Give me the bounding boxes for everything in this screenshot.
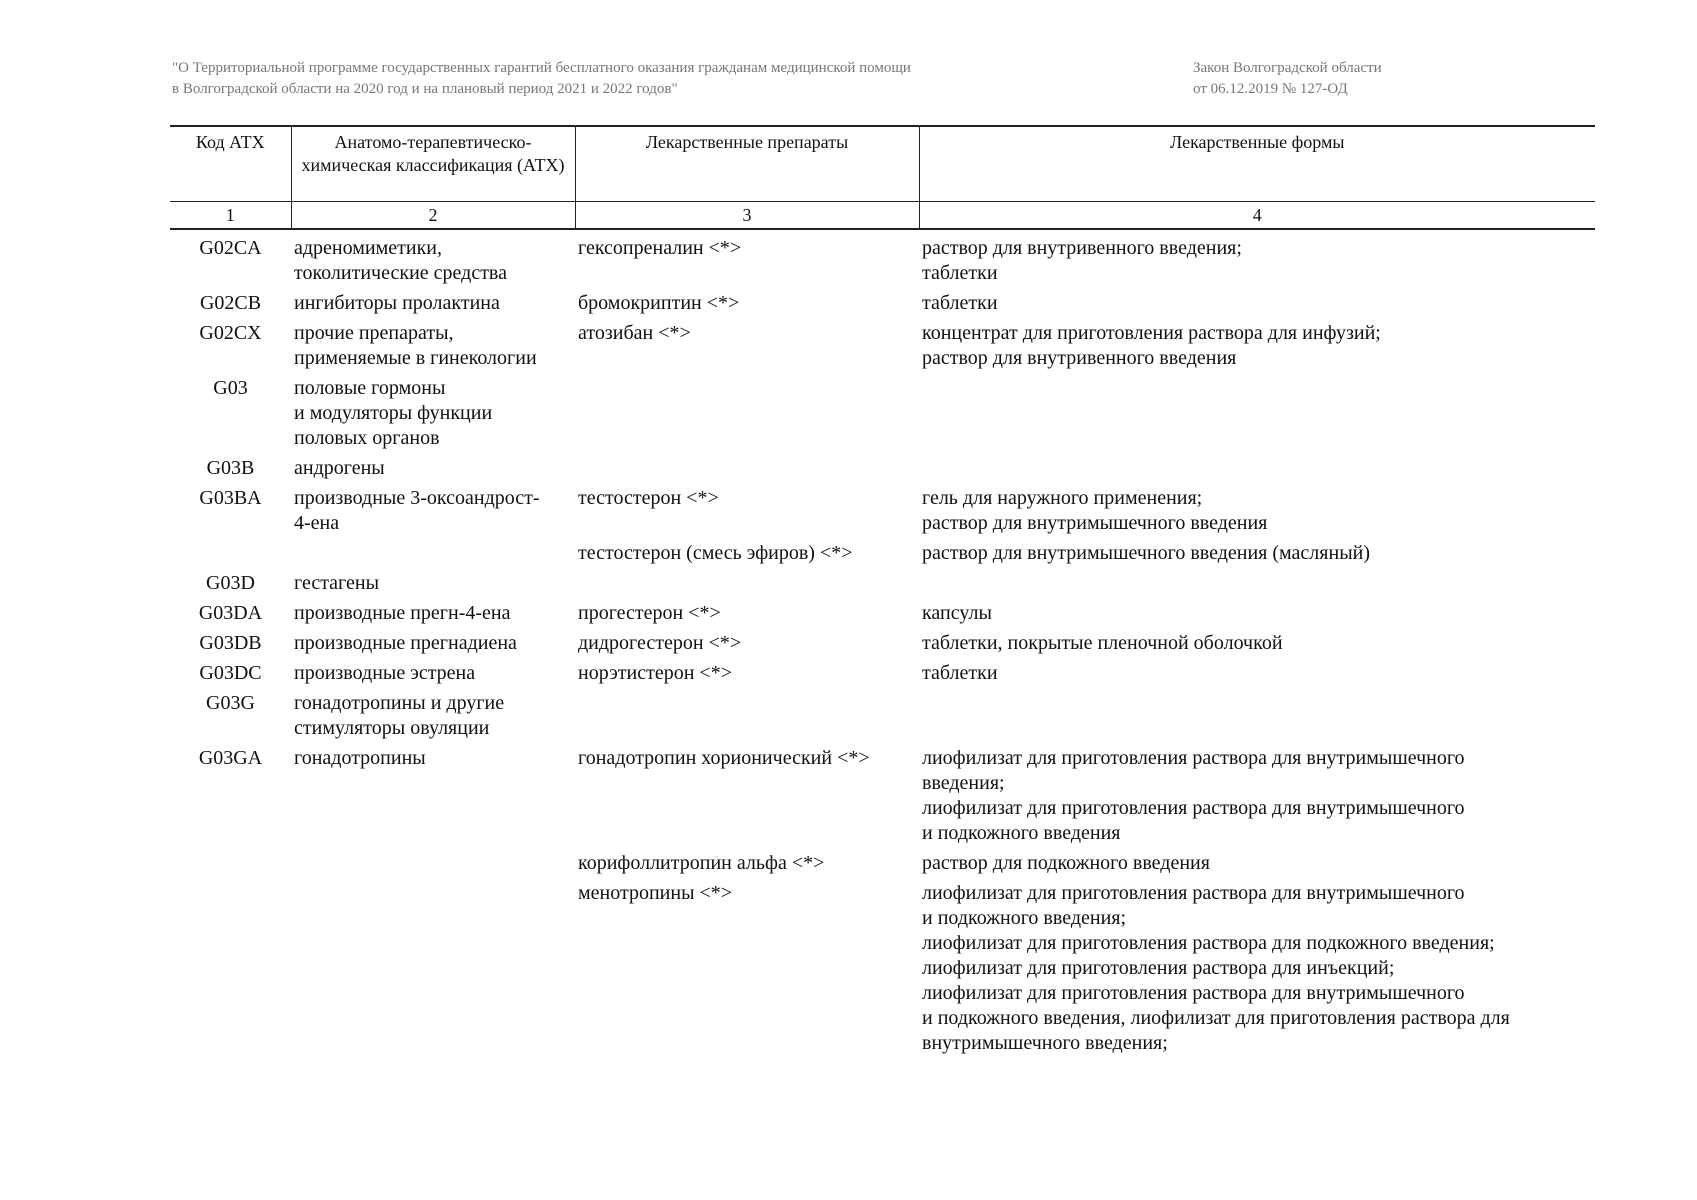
forms-cell-line: лиофилизат для приготовления раствора для инъекций; <box>922 957 1395 979</box>
drug-cell-line: менотропины <*> <box>578 882 733 904</box>
table-row <box>170 571 1595 601</box>
atx-table <box>170 125 1595 1061</box>
column-header-classification: Анатомо-терапевтическо-химическая классификация (АТХ) <box>291 126 575 202</box>
classification-cell <box>291 486 575 541</box>
column-header-drugs: Лекарственные препараты <box>575 126 919 202</box>
forms-cell-line: таблетки, покрытые пленочной оболочкой <box>922 632 1283 654</box>
drug-cell <box>575 291 919 321</box>
classification-cell <box>291 661 575 691</box>
atx-code-cell: G02CB <box>199 292 262 314</box>
drug-cell-line: гонадотропин хорионический <*> <box>578 747 870 769</box>
classification-cell <box>291 291 575 321</box>
column-number: 3 <box>575 202 919 230</box>
table-row <box>170 229 1595 291</box>
atx-code-cell <box>170 541 291 571</box>
drug-cell-line: атозибан <*> <box>578 322 691 344</box>
classification-cell <box>291 881 575 1061</box>
forms-cell <box>919 486 1595 541</box>
classification-cell-line: производные прегн-4-ена <box>294 602 511 624</box>
forms-cell-line: раствор для внутривенного введения; <box>922 237 1242 259</box>
classification-cell-line: ингибиторы пролактина <box>294 292 500 314</box>
classification-cell-line: гестагены <box>294 572 380 594</box>
classification-cell <box>291 376 575 456</box>
atx-code-cell <box>170 881 291 1061</box>
drug-cell-line: бромокриптин <*> <box>578 292 740 314</box>
drug-cell <box>575 851 919 881</box>
forms-cell-line: таблетки <box>922 662 998 684</box>
drug-cell <box>575 486 919 541</box>
classification-cell-line: токолитические средства <box>294 262 507 284</box>
drug-cell <box>575 881 919 1061</box>
forms-cell-line: внутримышечного введения; <box>922 1032 1168 1054</box>
classification-cell <box>291 851 575 881</box>
classification-cell-line: половые гормоны <box>294 377 446 399</box>
drug-cell <box>575 321 919 376</box>
atx-code-cell: G03B <box>206 457 255 479</box>
drug-cell <box>575 631 919 661</box>
forms-cell-line: введения; <box>922 772 1005 794</box>
atx-code-cell: G03DA <box>198 602 263 624</box>
classification-cell <box>291 631 575 661</box>
atx-code-cell: G02CX <box>199 322 262 344</box>
classification-cell-line: и модуляторы функции <box>294 402 493 424</box>
classification-cell-line: производные прегнадиена <box>294 632 517 654</box>
atx-code-cell: G03DC <box>199 662 262 684</box>
atx-code-cell: G03 <box>213 377 248 399</box>
header-law-line: Закон Волгоградской области <box>1193 60 1382 76</box>
forms-cell <box>919 746 1595 851</box>
atx-code-cell: G03BA <box>199 487 262 509</box>
table-row <box>170 881 1595 1061</box>
table-row <box>170 321 1595 376</box>
forms-cell-line: лиофилизат для приготовления раствора для внутримышечного <box>922 982 1465 1004</box>
classification-cell-line: прочие препараты, <box>294 322 454 344</box>
table-row <box>170 851 1595 881</box>
drug-cell <box>575 601 919 631</box>
atx-code-cell <box>170 851 291 881</box>
forms-cell <box>919 881 1595 1061</box>
atx-code-cell: G03DB <box>199 632 262 654</box>
classification-cell <box>291 321 575 376</box>
classification-cell-line: 4-ена <box>294 512 340 534</box>
atx-code-cell: G02CA <box>199 237 262 259</box>
classification-cell-line: производные 3-оксоандрост- <box>294 487 540 509</box>
forms-cell-line: гель для наружного применения; <box>922 487 1203 509</box>
atx-code-cell: G03D <box>206 572 255 594</box>
forms-cell-line: и подкожного введения; <box>922 907 1127 929</box>
forms-cell-line: таблетки <box>922 262 998 284</box>
column-number: 2 <box>291 202 575 230</box>
forms-cell-line: концентрат для приготовления раствора для инфузий; <box>922 322 1381 344</box>
classification-cell <box>291 571 575 601</box>
drug-cell-line: тестостерон <*> <box>578 487 719 509</box>
table-row <box>170 376 1595 456</box>
document-header-title <box>172 58 1072 100</box>
classification-cell-line: андрогены <box>294 457 385 479</box>
classification-cell-line: адреномиметики, <box>294 237 443 259</box>
drug-cell <box>575 456 919 486</box>
drug-cell <box>575 229 919 291</box>
column-header-forms: Лекарственные формы <box>919 126 1595 202</box>
drug-cell <box>575 746 919 851</box>
drug-cell-line: гексопреналин <*> <box>578 237 742 259</box>
column-number: 1 <box>170 202 291 230</box>
table-header-row <box>170 126 1595 202</box>
atx-code-cell: G03GA <box>198 747 263 769</box>
forms-cell-line: таблетки <box>922 292 998 314</box>
column-header-code: Код АТХ <box>170 126 291 202</box>
drug-cell-line: дидрогестерон <*> <box>578 632 742 654</box>
table-row <box>170 486 1595 541</box>
table-row <box>170 691 1595 746</box>
drug-cell <box>575 661 919 691</box>
table-row <box>170 456 1595 486</box>
table-row <box>170 661 1595 691</box>
forms-cell-line: лиофилизат для приготовления раствора для подкожного введения; <box>922 932 1495 954</box>
drug-cell-line: прогестерон <*> <box>578 602 721 624</box>
forms-cell <box>919 291 1595 321</box>
forms-cell-line: раствор для подкожного введения <box>922 852 1210 874</box>
forms-cell <box>919 601 1595 631</box>
table-row <box>170 631 1595 661</box>
forms-cell <box>919 661 1595 691</box>
document-header-law <box>1193 58 1493 100</box>
drug-cell <box>575 376 919 456</box>
forms-cell <box>919 541 1595 571</box>
forms-cell-line: и подкожного введения, лиофилизат для приготовления раствора для <box>922 1007 1510 1029</box>
forms-cell-line: раствор для внутривенного введения <box>922 347 1237 369</box>
table-row <box>170 601 1595 631</box>
table-row <box>170 291 1595 321</box>
forms-cell-line: лиофилизат для приготовления раствора для внутримышечного <box>922 882 1465 904</box>
forms-cell-line: и подкожного введения <box>922 822 1121 844</box>
forms-cell-line: раствор для внутримышечного введения <box>922 512 1268 534</box>
forms-cell <box>919 691 1595 746</box>
classification-cell-line: половых органов <box>294 427 440 449</box>
classification-cell <box>291 691 575 746</box>
drug-cell-line: тестостерон (смесь эфиров) <*> <box>578 542 853 564</box>
forms-cell-line: лиофилизат для приготовления раствора для внутримышечного <box>922 797 1465 819</box>
forms-cell <box>919 631 1595 661</box>
header-title-line: в Волгоградской области на 2020 год и на плановый период 2021 и 2022 годов" <box>172 81 678 97</box>
forms-cell-line: раствор для внутримышечного введения (масляный) <box>922 542 1370 564</box>
drug-cell-line: корифоллитропин альфа <*> <box>578 852 825 874</box>
drug-cell <box>575 571 919 601</box>
drug-cell-line: норэтистерон <*> <box>578 662 732 684</box>
forms-cell <box>919 376 1595 456</box>
drug-cell <box>575 541 919 571</box>
header-law-line: от 06.12.2019 № 127-ОД <box>1193 81 1348 97</box>
classification-cell-line: гонадотропины <box>294 747 426 769</box>
forms-cell <box>919 229 1595 291</box>
drug-cell <box>575 691 919 746</box>
classification-cell <box>291 601 575 631</box>
forms-cell <box>919 851 1595 881</box>
classification-cell <box>291 456 575 486</box>
classification-cell-line: гонадотропины и другие <box>294 692 505 714</box>
classification-cell <box>291 229 575 291</box>
classification-cell <box>291 541 575 571</box>
forms-cell <box>919 321 1595 376</box>
table-number-row <box>170 202 1595 230</box>
classification-cell-line: применяемые в гинекологии <box>294 347 537 369</box>
table-row <box>170 541 1595 571</box>
classification-cell-line: производные эстрена <box>294 662 476 684</box>
forms-cell <box>919 571 1595 601</box>
table-row <box>170 746 1595 851</box>
header-title-line: "О Территориальной программе государственных гарантий бесплатного оказания гражданам медицинской помощи <box>172 60 911 76</box>
column-number: 4 <box>919 202 1595 230</box>
table-body <box>170 229 1595 1061</box>
classification-cell <box>291 746 575 851</box>
atx-code-cell: G03G <box>206 692 255 714</box>
forms-cell-line: лиофилизат для приготовления раствора для внутримышечного <box>922 747 1465 769</box>
forms-cell <box>919 456 1595 486</box>
forms-cell-line: капсулы <box>922 602 992 624</box>
classification-cell-line: стимуляторы овуляции <box>294 717 490 739</box>
